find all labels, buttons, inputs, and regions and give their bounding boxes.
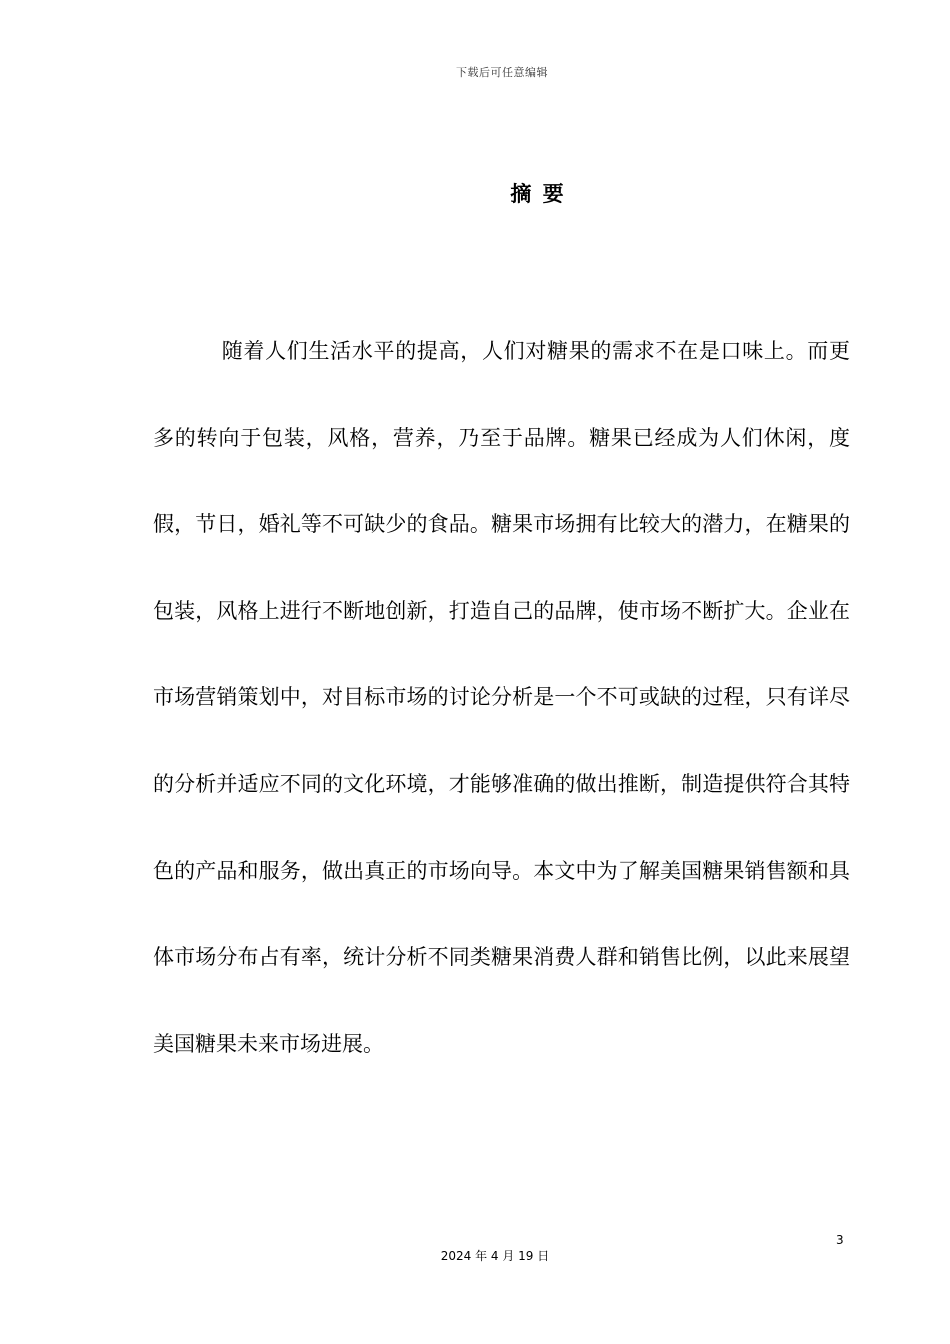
page-footer-date: 2024 年 4 月 19 日 xyxy=(440,1249,550,1263)
abstract-paragraph xyxy=(153,308,850,1087)
page-number: 3 xyxy=(836,1233,844,1247)
abstract-text: 随着人们生活水平的提高，人们对糖果的需求不在是口味上。而更多的转向于包装，风格，营养，乃至于品牌。糖果已经成为人们休闲，度假，节日，婚礼等不可缺少的食品。糖果市场拥有比较大的潜力，在糖果的包装，风格上进行不断地创新，打造自己的品牌，使市场不断扩大。企业在市场营销策划中，对目标市场的讨论分析是一个不可或缺的过程，只有详尽的分析并适应不同的文化环境，才能够准确的做出推断，制造提供符合其特色的产品和服务，做出真正的市场向导。本文中为了解美国糖果销售额和具体市场分布占有率，统计分析不同类糖果消费人群和销售比例，以此来展望美国糖果未来市场进展。 xyxy=(153,339,850,1056)
document-title: 摘 要 xyxy=(510,182,566,206)
page-header-note: 下载后可任意编辑 xyxy=(456,66,548,79)
